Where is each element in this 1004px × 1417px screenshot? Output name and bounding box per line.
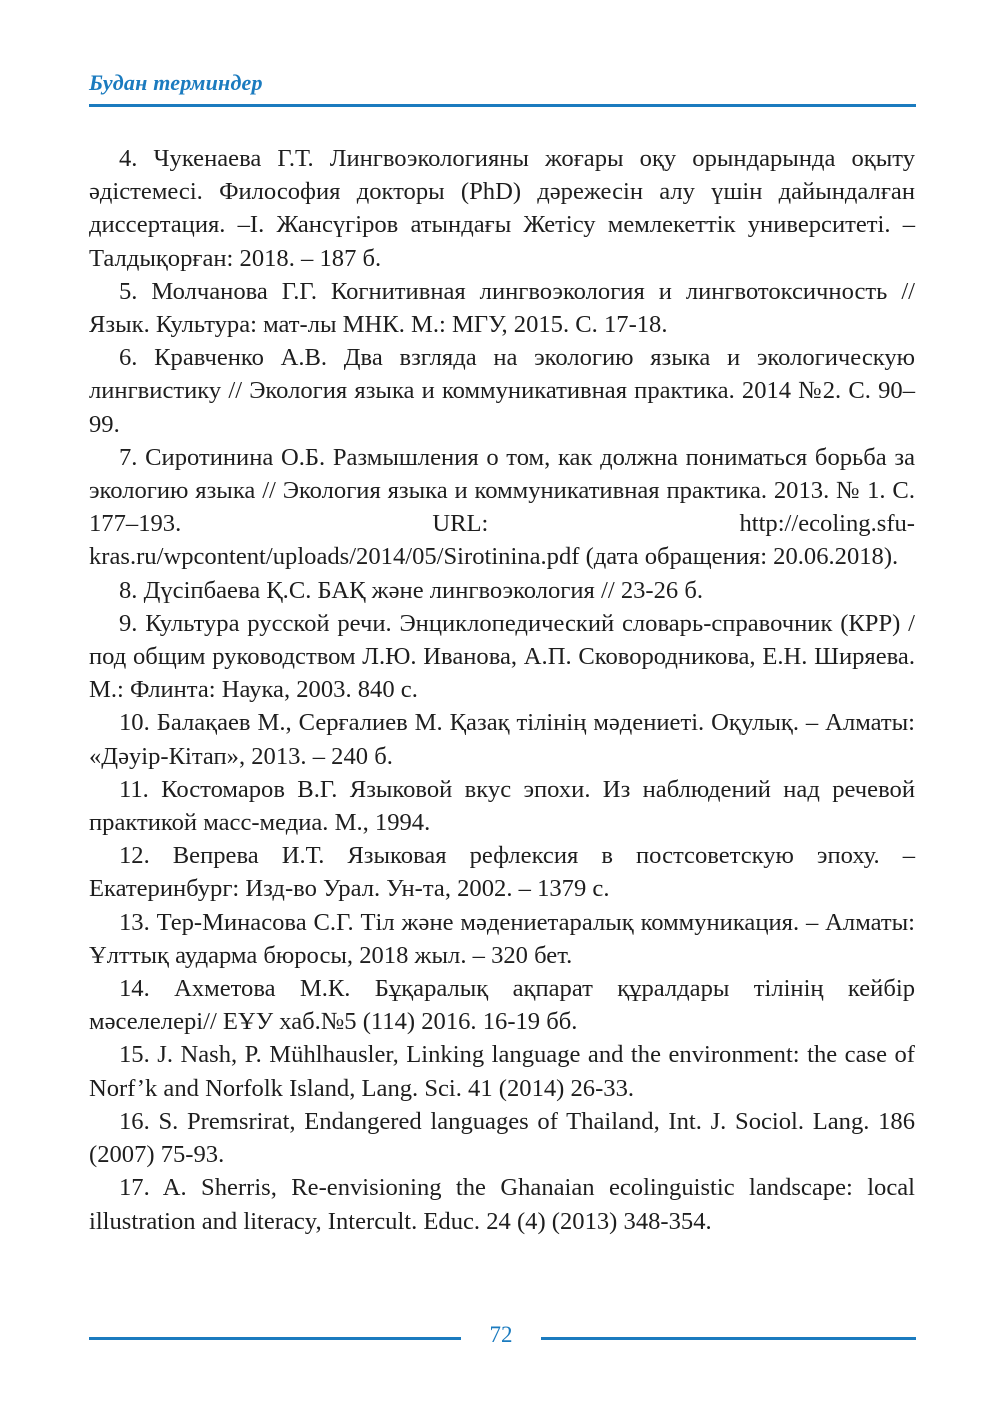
reference-item-4: 4. Чукенаева Г.Т. Лингвоэкологияны жоғары оқу орындарында оқыту әдістемесі. Философия докторы (PhD) дәрежесін алу үшін дайындалған диссертация. –І. Жансүгіров атындағы Жетісу мемлекеттік университеті. – Талдықорған: 2018. – 187 б.	[89, 145, 915, 272]
reference-item-13: 13. Тер-Минасова С.Г. Тіл және мәдениетаралық коммуникация. – Алматы: Ұлттық аударма бюросы, 2018 жыл. – 320 бет.	[89, 908, 915, 969]
reference-list	[89, 142, 915, 1238]
reference-item-5: 5. Молчанова Г.Г. Когнитивная лингвоэкология и лингвотоксичность // Язык. Культура: мат-лы МНК. М.: МГУ, 2015. С. 17-18.	[89, 277, 915, 339]
reference-item-6: 6. Кравченко А.В. Два взгляда на экологию языка и экологическую лингвистику // Экология языка и коммуникативная практика. 2014 №2. С. 90–99.	[89, 344, 915, 438]
reference-item-7: 7. Сиротинина О.Б. Размышления о том, как должна пониматься борьба за экологию языка // Экология языка и коммуникативная практика. 2013. № 1. С. 177–193. URL: http://ecoling.sfu-kras.ru/wpcontent/uploads/2014/05/Sirotinina.pdf (дата обращения: 20.06.2018).	[89, 443, 915, 571]
running-header-title: Будан терминдер	[89, 70, 263, 95]
reference-item-9: 9. Культура русской речи. Энциклопедический словарь-справочник (КРР) / под общим руководством Л.Ю. Иванова, А.П. Сковородникова, Е.Н. Ширяева. М.: Флинта: Наука, 2003. 840 с.	[89, 609, 915, 704]
page-number: 72	[489, 1322, 513, 1347]
reference-item-16: 16. S. Premsrirat, Endangered languages of Thailand, Int. J. Sociol. Lang. 186 (2007) 75-93.	[89, 1107, 915, 1169]
reference-item-17: 17. A. Sherris, Re-envisioning the Ghanaian ecolinguistic landscape: local illustration and literacy, Intercult. Educ. 24 (4) (2013) 348-354.	[89, 1174, 915, 1235]
footer-divider-left	[89, 1337, 461, 1340]
footer-divider-right	[541, 1337, 916, 1340]
reference-item-10: 10. Балақаев М., Серғалиев М. Қазақ тілінің мәдениеті. Оқулық. – Алматы: «Дәуір-Кітап», 2013. – 240 б.	[89, 709, 915, 770]
reference-item-15: 15. J. Nash, P. Mühlhausler, Linking language and the environment: the case of Norf’k and Norfolk Island, Lang. Sci. 41 (2014) 26-33.	[89, 1041, 915, 1102]
header-divider	[89, 104, 916, 107]
reference-item-11: 11. Костомаров В.Г. Языковой вкус эпохи. Из наблюдений над речевой практикой масс-медиа. М., 1994.	[89, 775, 915, 837]
reference-item-14: 14. Ахметова М.К. Бұқаралық ақпарат құралдары тілінің кейбір мәселелері// ЕҰУ хаб.№5 (114) 2016. 16-19 бб.	[89, 975, 915, 1036]
reference-item-12: 12. Вепрева И.Т. Языковая рефлексия в постсоветскую эпоху. – Екатеринбург: Изд-во Урал. Ун-та, 2002. – 1379 с.	[89, 842, 915, 903]
reference-item-8: 8. Дүсіпбаева Қ.С. БАҚ және лингвоэкология // 23-26 б.	[119, 576, 704, 604]
